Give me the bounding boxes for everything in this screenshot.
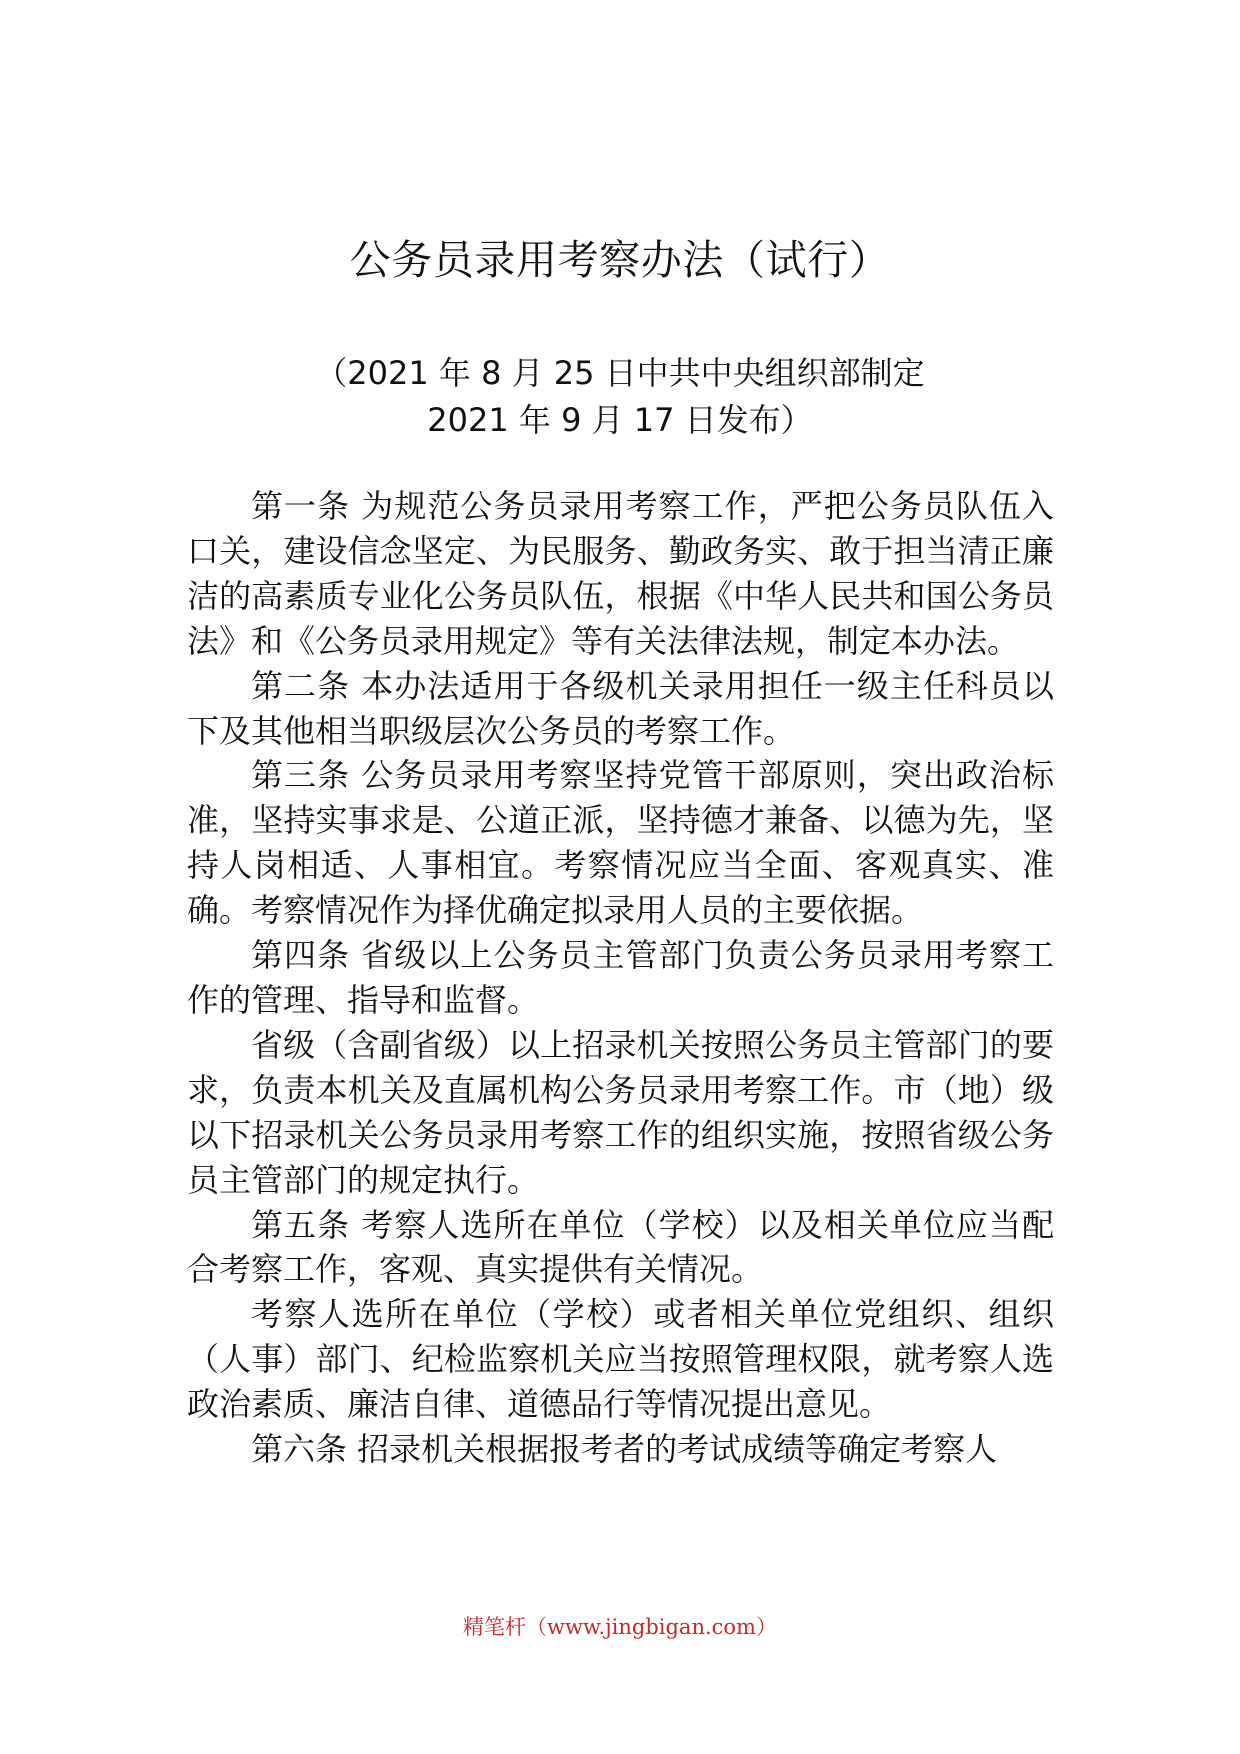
article-3-paragraph: 第三条 公务员录用考察坚持党管干部原则，突出政治标准，坚持实事求是、公道正派，坚持德才兼备、以德为先，坚持人岗相适、人事相宜。考察情况应当全面、客观真实、准确。考察情况作为择优确定拟录用人员的主要依据。 bbox=[187, 756, 1054, 930]
subtitle-line-2: 2021 年 9 月 17 日发布） bbox=[427, 401, 813, 439]
footer-watermark-link[interactable]: 精笔杆（www.jingbigan.com） bbox=[463, 1615, 777, 1639]
article-6-paragraph: 第六条 招录机关根据报考者的考试成绩等确定考察人 bbox=[251, 1430, 998, 1469]
article-5-paragraph: 第五条 考察人选所在单位（学校）以及相关单位应当配合考察工作，客观、真实提供有关情况。 bbox=[187, 1205, 1054, 1289]
article-4-paragraph: 第四条 省级以上公务员主管部门负责公务员录用考察工作的管理、指导和监督。 bbox=[187, 936, 1054, 1019]
article-4-continuation-paragraph: 省级（含副省级）以上招录机关按照公务员主管部门的要求，负责本机关及直属机构公务员录用考察工作。市（地）级以下招录机关公务员录用考察工作的组织实施，按照省级公务员主管部门的规定执行。 bbox=[187, 1025, 1054, 1199]
article-5-continuation-paragraph: 考察人选所在单位（学校）或者相关单位党组织、组织（人事）部门、纪检监察机关应当按照管理权限，就考察人选政治素质、廉洁自律、道德品行等情况提出意见。 bbox=[187, 1295, 1054, 1424]
document-title: 公务员录用考察办法（试行） bbox=[349, 236, 891, 284]
article-1-paragraph: 第一条 为规范公务员录用考察工作，严把公务员队伍入口关，建设信念坚定、为民服务、勤政务实、敢于担当清正廉洁的高素质专业化公务员队伍，根据《中华人民共和国公务员法》和《公务员录用规定》等有关法律法规，制定本办法。 bbox=[187, 487, 1054, 660]
document-subtitle bbox=[0, 350, 1240, 444]
article-2-paragraph: 第二条 本办法适用于各级机关录用担任一级主任科员以下及其他相当职级层次公务员的考察工作。 bbox=[187, 666, 1054, 750]
document-body bbox=[187, 484, 1054, 1472]
subtitle-line-1: （2021 年 8 月 25 日中共中央组织部制定 bbox=[315, 354, 925, 392]
